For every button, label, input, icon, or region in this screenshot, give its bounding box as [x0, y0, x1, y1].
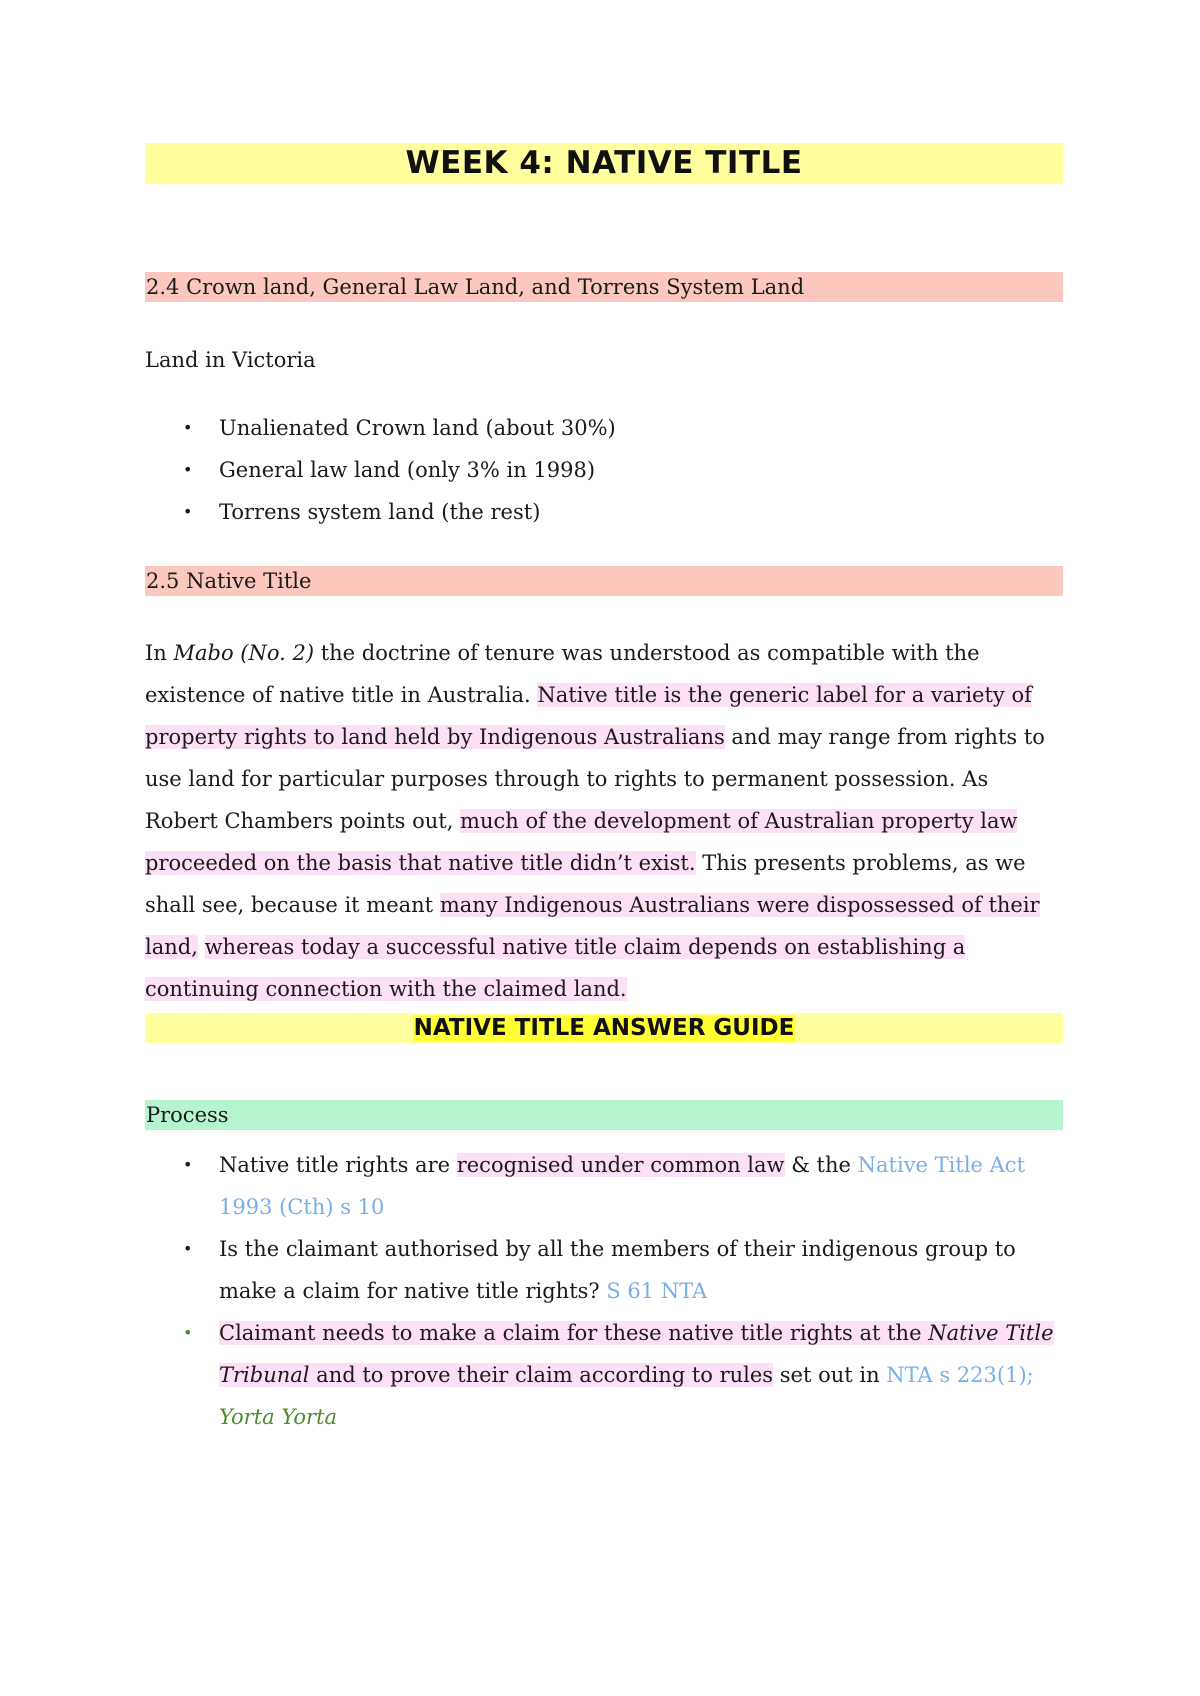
- process-heading: Process: [145, 1100, 1063, 1130]
- native-title-paragraph: In Mabo (No. 2) the doctrine of tenure was understood as compatible with the existence of native title in Australia. Native title is the generic label for a variety of property rights to land held by Indigenous Australians and may range from rights to use land for particular purposes through to rights to permanent possession. As Robert Chambers points out, much of the development of Australian property law proceeded on the basis that native title didn’t exist. This presents problems, as we shall see, because it meant many Indigenous Australians were dispossessed of their land, whereas today a successful native title claim depends on establishing a continuing connection with the claimed land.: [145, 641, 1045, 1001]
- list-item: • Is the claimant authorised by all the members of their indigenous group to make a claim for native title rights? S 61 NTA: [145, 1228, 1063, 1312]
- bullet-icon: •: [183, 460, 193, 479]
- highlight-dispossessed: many Indigenous Australians were dispossessed of their land,: [145, 893, 1040, 959]
- land-in-victoria-label: Land in Victoria: [145, 348, 316, 372]
- list-item: • Unalienated Crown land (about 30%): [145, 413, 1063, 455]
- bullet-icon: •: [183, 502, 193, 521]
- case-reference: Yorta Yorta: [219, 1405, 338, 1429]
- highlight-common-law: recognised under common law: [456, 1153, 785, 1177]
- section-heading-2-5: 2.5 Native Title: [145, 566, 1063, 596]
- land-types-list: [145, 413, 1063, 539]
- section-heading-2-4: 2.4 Crown land, General Law Land, and Torrens System Land: [145, 272, 1063, 302]
- answer-guide-title: NATIVE TITLE ANSWER GUIDE: [145, 1013, 1063, 1043]
- list-item: • General law land (only 3% in 1998): [145, 455, 1063, 497]
- list-item: • Native title rights are recognised under common law & the Native Title Act 1993 (Cth) s 10: [145, 1144, 1063, 1228]
- tribunal-name: Native Title Tribunal: [219, 1321, 1054, 1387]
- page-title: WEEK 4: NATIVE TITLE: [145, 143, 1063, 184]
- bullet-icon: •: [183, 1155, 193, 1174]
- bullet-icon: •: [183, 418, 193, 437]
- statute-reference: S 61 NTA: [606, 1279, 708, 1303]
- statute-reference: NTA s 223(1);: [886, 1363, 1034, 1387]
- highlight-connection: whereas today a successful native title claim depends on establishing a continuing connection with the claimed land.: [145, 935, 966, 1001]
- bullet-icon: •: [183, 1323, 193, 1342]
- process-list: [145, 1144, 1063, 1438]
- statute-reference: Native Title Act 1993 (Cth) s 10: [219, 1153, 1026, 1219]
- list-item: • Claimant needs to make a claim for these native title rights at the Native Title Tribunal and to prove their claim according to rules set out in NTA s 223(1); Yorta Yorta: [145, 1312, 1063, 1438]
- bullet-icon: •: [183, 1239, 193, 1258]
- highlight-definition: Native title is the generic label for a variety of property rights to land held by Indigenous Australians: [145, 683, 1032, 749]
- highlight-chambers: much of the development of Australian property law proceeded on the basis that native title didn’t exist.: [145, 809, 1018, 875]
- case-name-mabo: Mabo (No. 2): [173, 641, 315, 665]
- list-item: • Torrens system land (the rest): [145, 497, 1063, 539]
